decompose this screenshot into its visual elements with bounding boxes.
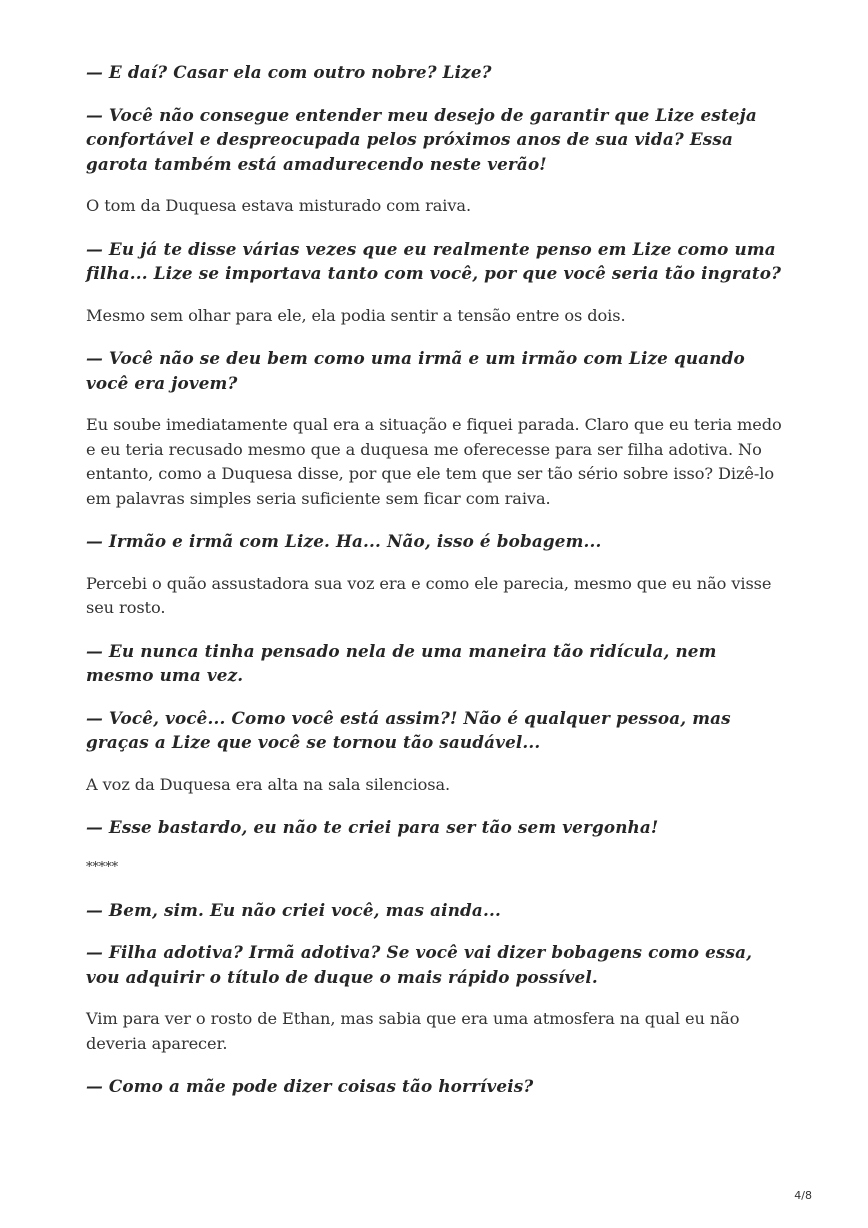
dialogue-paragraph: — Eu nunca tinha pensado nela de uma maneira tão ridícula, nem mesmo uma vez. xyxy=(86,640,717,685)
dialogue-paragraph: — Você não consegue entender meu desejo de garantir que Lize esteja confortável e despreocupada pelos próximos anos de sua vida? Essa garota também está amadurecendo neste verão! xyxy=(86,104,757,174)
narration-paragraph: O tom da Duquesa estava misturado com raiva. xyxy=(86,196,472,215)
narration-paragraph: Vim para ver o rosto de Ethan, mas sabia que era uma atmosfera na qual eu não deveria aparecer. xyxy=(86,1009,740,1053)
dialogue-paragraph: — E daí? Casar ela com outro nobre? Lize? xyxy=(86,62,492,82)
dialogue-paragraph: — Você, você... Como você está assim?! Não é qualquer pessoa, mas graças a Lize que você se tornou tão saudável... xyxy=(86,707,731,752)
dialogue-paragraph: — Filha adotiva? Irmã adotiva? Se você vai dizer bobagens como essa, vou adquirir o título de duque o mais rápido possível. xyxy=(86,942,753,987)
document-page xyxy=(86,60,786,1117)
narration-paragraph: Percebi o quão assustadora sua voz era e como ele parecia, mesmo que eu não visse seu rosto. xyxy=(86,573,772,617)
narration-paragraph: Eu soube imediatamente qual era a situação e fiquei parada. Claro que eu teria medo e eu teria recusado mesmo que a duquesa me oferecesse para ser filha adotiva. No entanto, como a Duquesa disse, por que ele tem que ser tão sério sobre isso? Dizê-lo em palavras simples seria suficiente sem ficar com raiva. xyxy=(86,415,782,508)
dialogue-paragraph: — Bem, sim. Eu não criei você, mas ainda... xyxy=(86,899,501,920)
dialogue-paragraph: — Você não se deu bem como uma irmã e um irmão com Lize quando você era jovem? xyxy=(86,348,745,393)
dialogue-paragraph: — Esse bastardo, eu não te criei para ser tão sem vergonha! xyxy=(86,817,659,837)
dialogue-paragraph: — Como a mãe pode dizer coisas tão horríveis? xyxy=(86,1076,534,1096)
dialogue-paragraph: — Irmão e irmã com Lize. Ha... Não, isso é bobagem... xyxy=(86,531,602,551)
dialogue-paragraph: — Eu já te disse várias vezes que eu realmente penso em Lize como uma filha... Lize se importava tanto com você, por que você seria tão ingrato? xyxy=(86,238,782,283)
page-number: 4/8 xyxy=(794,1189,812,1202)
narration-paragraph: A voz da Duquesa era alta na sala silenciosa. xyxy=(86,774,451,794)
scene-separator: ***** xyxy=(86,859,119,875)
narration-paragraph: Mesmo sem olhar para ele, ela podia sentir a tensão entre os dois. xyxy=(86,305,626,325)
